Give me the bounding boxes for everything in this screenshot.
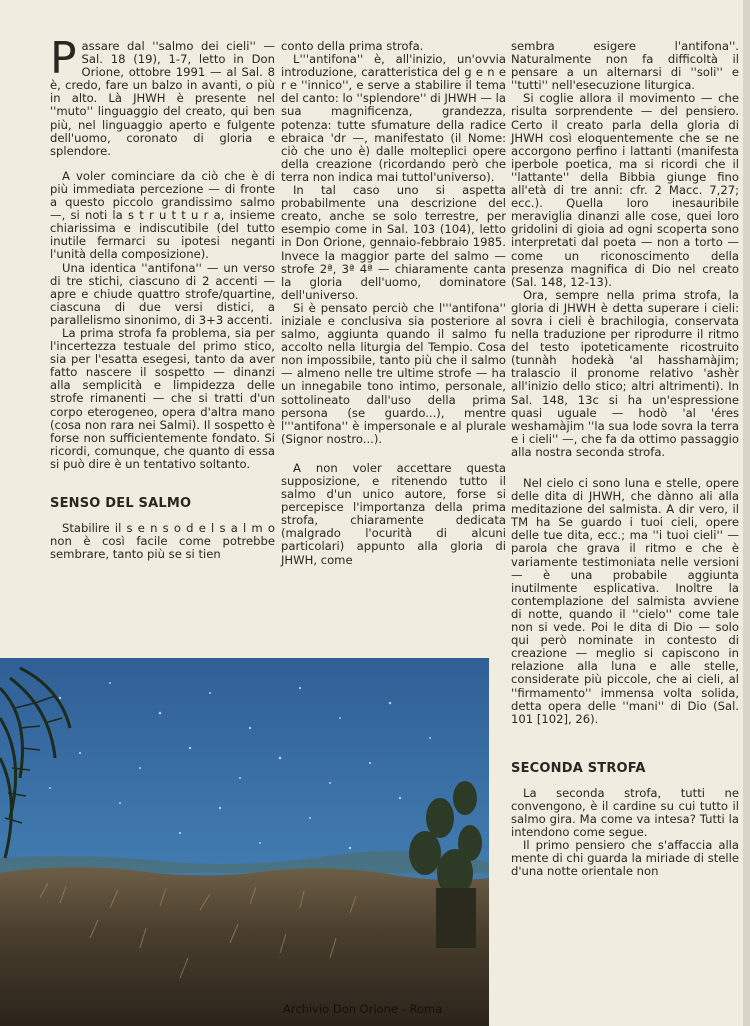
paragraph: Nel cielo ci sono luna e stelle, opere delle dita di JHWH, che dànno ali alla meditazione del salmista. A dir vero, il TM ha Se guardo i tuoi cieli, opere delle tue dita, ecc.; ma ''i tuoi cieli'' — parola che grava il ritmo e che è variamente testimoniata nelle versioni — è una probabile aggiunta inutilmente esplicativa. Inoltre la contemplazione del salmista avviene di notte, quando il ''cielo'' come tale non si vede. Poi le dita di Dio — solo qui però nominate in contesto di creazione — meglio si capiscono in relazione alla luna e alle stelle, considerate più piccole, che ai cieli, al ''firmamento'' immensa volta solida, detta opera delle ''mani'' di Dio (Sal. 101 [102], 26). (511, 476, 739, 726)
paragraph: conto della prima strofa. (281, 39, 424, 53)
text-column-2 (281, 40, 506, 567)
text-column-1 (50, 33, 275, 562)
paragraph: Si coglie allora il movimento — che risulta sorprendente — del pensiero. Certo il creato parla della gloria di JHWH così eloquentemente che se ne accorgono perfino i lattanti (manifesta iperbole poetica, ma si ricordi che il ''lattante'' della Bibbia giunge fino all'età di tre anni: cfr. 2 Macc. 7,27; ecc.). Quella loro inesauribile meraviglia dinanzi alle cose, quei loro gridolini di gioia ad ogni scoperta sono interpretati dal poeta — non a torto — come un riconoscimento della presenza magnifica di Dio nel creato (Sal. 148, 12-13). (511, 91, 739, 289)
page-edge (743, 0, 750, 1026)
paragraph: A non voler accettare questa supposizione, e ritenendo tutto il salmo d'un unico autore, forse si percepisce l'importanza della prima strofa, chiaramente dedicata (malgrado l'ocurità di alcuni particolari) appunto alla gloria di JHWH, come (281, 460, 506, 567)
intro-text: assare dal ''salmo dei cieli'' — Sal. 18 (19), 1-7, letto in Don Orione, ottobre 1991 — al Sal. 8 è, credo, fare un balzo in avanti, o più in alto. Là JHWH è presente nel ''muto'' linguaggio del creato, qui ben più, nel linguaggio aperto e fulgente dell'uomo, coronato di gloria e splendore. (50, 39, 275, 158)
paragraph: La seconda strofa, tutti ne convengono, è il cardine su cui tutto il salmo gira. Ma come va intesa? Tutti la intendono come segue. (511, 785, 739, 840)
section-heading-seconda-strofa: SECONDA STROFA (511, 760, 646, 776)
paragraph: Ora, sempre nella prima strofa, la gloria di JHWH è detta superare i cieli: sovra i cieli è brachilogia, conservata nella traduzione per riprodurre il ritmo del testo ipoteticamente ricostruito (tunnàh hodekà 'al hasshamàjim; tralascio il pronome relativo 'ashèr all'inizio dello stico; altri altrimenti). In Sal. 148, 13c si ha un'espressione quasi uguale — hodò 'al 'éres weshamàjim ''la sua lode sovra la terra e i cieli'' —, che fa da ottimo passaggio alla nostra seconda strofa. (511, 287, 739, 459)
intro-paragraph (50, 33, 275, 158)
paragraph: Si è pensato perciò che l'''antifona'' iniziale e conclusiva sia posteriore al salmo, aggiunta quando il salmo fu accolto nella liturgia del Tempio. Cosa non impossibile, tanto più che il salmo — almeno nelle tre ultime strofe — ha un innegabile tono intimo, personale, sottolineato dall'uso della prima persona (se guardo...), mentre l'''antifona'' è impersonale e al plurale (Signor nostro...). (281, 300, 506, 446)
section-heading-senso: SENSO DEL SALMO (50, 496, 192, 511)
paragraph: A voler cominciare da ciò che è di più immediata percezione — di fronte a questo piccolo grandissimo salmo —, si noti la s t r u t t u r a, insieme chiarissima e indiscutibile (del tutto inutile fermarci su ipotesi neganti l'unità della composizione). (50, 168, 275, 262)
sea-landscape-image (0, 658, 489, 1026)
paragraph: Il primo pensiero che s'affaccia alla mente di chi guarda la miriade di stelle d'una notte orientale non (511, 838, 739, 879)
paragraph: L'''antifona'' è, all'inizio, un'ovvia introduzione, caratteristica del g e n e r e ''innico'', e serve a stabilire il tema del canto: lo ''splendore'' di JHWH — la sua magnificenza, grandezza, potenza: tutte sfumature della radice ebraica 'dr —, manifestato (il Nome: ciò che uno è) dalle molteplici opere della creazione (ricordando però che terra non indica mai tuttol'universo). (281, 52, 506, 184)
text-column-3 (511, 40, 739, 879)
paragraph: Stabilire il s e n s o d e l s a l m o non è così facile come potrebbe sembrare, tanto più se si tien (50, 521, 275, 562)
archive-watermark: Archivio Don Orione - Roma (283, 1002, 443, 1016)
paragraph: sembra esigere l'antifona''. Naturalmente non fa difficoltà il pensare a un alternarsi di ''soli'' e ''tutti'' nell'esecuzione liturgica. (511, 39, 739, 93)
paragraph: In tal caso uno si aspetta probabilmente una descrizione del creato, anche se solo terrestre, per esempio come in Sal. 103 (104), letto in Don Orione, gennaio-febbraio 1985. Invece la maggior parte del salmo — strofe 2ª, 3ª 4ª — chiaramente canta la gloria dell'uomo, dominatore dell'universo. (281, 183, 506, 302)
paragraph: La prima strofa fa problema, sia per l'incertezza testuale del primo stico, sia per l'esatta esegesi, tanto da aver fatto nascere il sospetto — dinanzi alla semplicità e limpidezza delle strofe rimanenti — che si tratti d'un corpo eterogeneo, opera d'altra mano (cosa non rara nei Salmi). Il sospetto è forse non sufficientemente fondato. Si ricordi, comunque, che quanto di essa si può dire è un tentativo soltanto. (50, 325, 275, 471)
drop-cap: P (50, 33, 77, 84)
paragraph: Una identica ''antifona'' — un verso di tre stichi, ciascuno di 2 accenti — apre e chiude quattro strofe/quartine, ciascuna di due versi distici, a parallelismo sinonimo, di 3+3 accenti. (50, 260, 275, 327)
sea-photograph (0, 658, 489, 1026)
